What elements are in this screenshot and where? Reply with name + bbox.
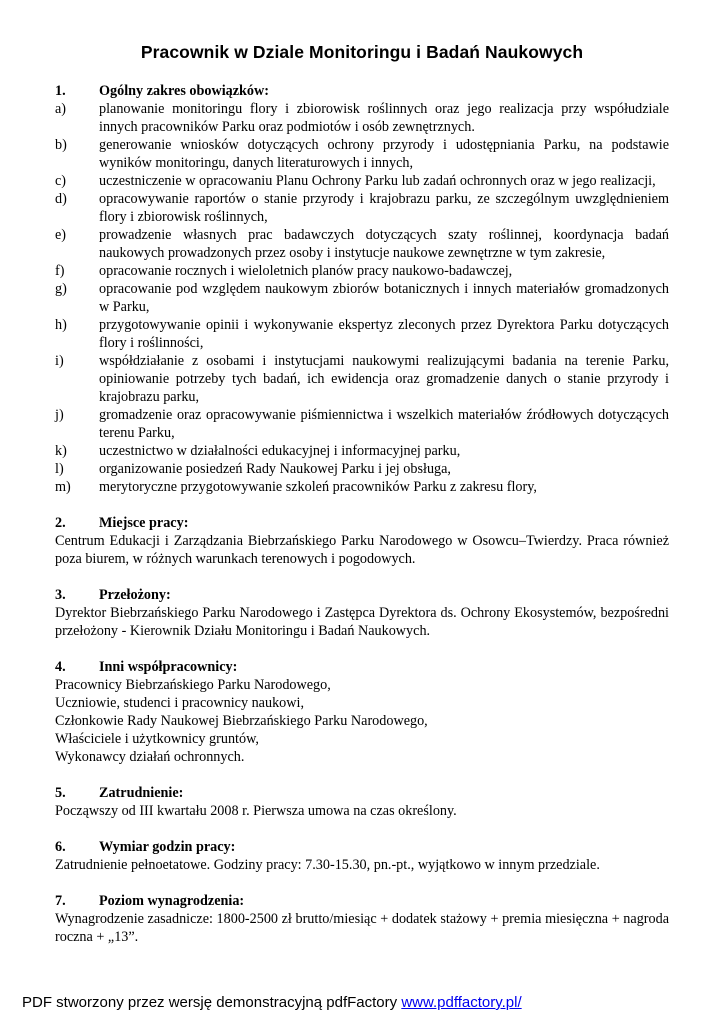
- section-title: Zatrudnienie:: [99, 785, 184, 801]
- list-item: [55, 100, 669, 136]
- list-item: [55, 190, 669, 226]
- list-item-text: generowanie wniosków dotyczących ochrony przyrody i udostępniania Parku, na podstawie wyników monitoringu, danych literaturowych i innych,: [99, 137, 669, 171]
- list-item-label: m): [55, 479, 71, 495]
- list-item: [55, 226, 669, 262]
- duties-list: [55, 100, 669, 496]
- list-item-text: uczestnictwo w działalności edukacyjnej i informacyjnej parku,: [99, 443, 461, 459]
- list-item-label: j): [55, 407, 64, 423]
- list-item: Pracownicy Biebrzańskiego Parku Narodowego,: [55, 677, 331, 693]
- list-item: Członkowie Rady Naukowej Biebrzańskiego Parku Narodowego,: [55, 713, 428, 729]
- list-item: [55, 406, 669, 442]
- list-item: [55, 460, 669, 478]
- list-item: [55, 280, 669, 316]
- footer-link[interactable]: www.pdffactory.pl/: [401, 994, 522, 1011]
- coworkers-list: [55, 676, 669, 766]
- list-item: [55, 136, 669, 172]
- section-5-heading: [55, 784, 669, 802]
- list-item-label: i): [55, 353, 64, 369]
- list-item-label: e): [55, 227, 67, 243]
- section-number: 3.: [55, 587, 66, 603]
- list-item-label: g): [55, 281, 67, 297]
- list-item-text: organizowanie posiedzeń Rady Naukowej Parku i jej obsługa,: [99, 461, 451, 477]
- section-title: Wymiar godzin pracy:: [99, 839, 236, 855]
- section-number: 1.: [55, 83, 66, 99]
- list-item: Właściciele i użytkownicy gruntów,: [55, 731, 259, 747]
- section-title: Poziom wynagrodzenia:: [99, 893, 245, 909]
- footer-text: PDF stworzony przez wersję demonstracyjną pdfFactory: [22, 994, 398, 1011]
- list-item: [55, 316, 669, 352]
- section-1-heading: [55, 82, 669, 100]
- list-item: Wykonawcy działań ochronnych.: [55, 749, 245, 765]
- list-item-text: współdziałanie z osobami i instytucjami naukowymi realizującymi badania na terenie Parku, opiniowanie potrzeby tych badań, ich ewidencja oraz gromadzenie danych o stanie przyrody i krajobrazu parku,: [99, 353, 669, 405]
- pdf-footer: [22, 994, 522, 1011]
- section-number: 2.: [55, 515, 66, 531]
- section-4-heading: [55, 658, 669, 676]
- list-item-text: gromadzenie oraz opracowywanie piśmiennictwa i wszelkich materiałów źródłowych dotyczących terenu Parku,: [99, 407, 669, 441]
- document-body: [55, 82, 669, 946]
- list-item-label: f): [55, 263, 65, 279]
- section-number: 7.: [55, 893, 66, 909]
- list-item-label: d): [55, 191, 67, 207]
- section-title: Ogólny zakres obowiązków:: [99, 83, 269, 99]
- list-item-text: uczestniczenie w opracowaniu Planu Ochrony Parku lub zadań ochronnych oraz w jego realizacji,: [99, 173, 656, 189]
- section-2-heading: [55, 514, 669, 532]
- section-title: Miejsce pracy:: [99, 515, 189, 531]
- section-number: 5.: [55, 785, 66, 801]
- list-item: Uczniowie, studenci i pracownicy naukowi,: [55, 695, 304, 711]
- section-number: 4.: [55, 659, 66, 675]
- section-number: 6.: [55, 839, 66, 855]
- section-3-text: Dyrektor Biebrzańskiego Parku Narodowego i Zastępca Dyrektora ds. Ochrony Ekosystemów, bezpośredni przełożony - Kierownik Działu Monitoringu i Badań Naukowych.: [55, 605, 669, 639]
- list-item-text: opracowywanie raportów o stanie przyrody i krajobrazu parku, ze szczególnym uwzględnieniem flory i zbiorowisk roślinnych,: [99, 191, 669, 225]
- list-item: [55, 442, 669, 460]
- list-item-label: a): [55, 101, 67, 117]
- list-item-text: prowadzenie własnych prac badawczych dotyczących szaty roślinnej, koordynacja badań naukowych prowadzonych przez osoby i instytucje naukowe zewnętrzne w tym zakresie,: [99, 227, 669, 261]
- section-6-heading: [55, 838, 669, 856]
- list-item: [55, 352, 669, 406]
- list-item-text: merytoryczne przygotowywanie szkoleń pracowników Parku z zakresu flory,: [99, 479, 537, 495]
- section-5-text: Począwszy od III kwartału 2008 r. Pierwsza umowa na czas określony.: [55, 803, 457, 819]
- list-item-text: przygotowywanie opinii i wykonywanie ekspertyz zleconych przez Dyrektora Parku dotyczących flory i roślinności,: [99, 317, 669, 351]
- section-title: Inni współpracownicy:: [99, 659, 238, 675]
- section-3-heading: [55, 586, 669, 604]
- list-item: [55, 172, 669, 190]
- list-item-label: h): [55, 317, 67, 333]
- list-item-label: k): [55, 443, 67, 459]
- list-item-text: opracowanie pod względem naukowym zbiorów botanicznych i innych materiałów gromadzonych w Parku,: [99, 281, 669, 315]
- list-item-text: opracowanie rocznych i wieloletnich planów pracy naukowo-badawczej,: [99, 263, 513, 279]
- list-item-label: c): [55, 173, 67, 189]
- list-item: [55, 262, 669, 280]
- section-2-text: Centrum Edukacji i Zarządzania Biebrzańskiego Parku Narodowego w Osowcu–Twierdzy. Praca również poza biurem, w różnych warunkach terenowych i pogodowych.: [55, 533, 669, 567]
- section-6-text: Zatrudnienie pełnoetatowe. Godziny pracy: 7.30-15.30, pn.-pt., wyjątkowo w innym przedziale.: [55, 857, 600, 873]
- section-title: Przełożony:: [99, 587, 171, 603]
- section-7-heading: [55, 892, 669, 910]
- document-title: Pracownik w Dziale Monitoringu i Badań Naukowych: [140, 42, 584, 62]
- list-item-label: b): [55, 137, 67, 153]
- section-7-text: Wynagrodzenie zasadnicze: 1800-2500 zł brutto/miesiąc + dodatek stażowy + premia miesięczna + nagroda roczna + „13”.: [55, 911, 669, 945]
- list-item-label: l): [55, 461, 64, 477]
- list-item-text: planowanie monitoringu flory i zbiorowisk roślinnych oraz jego realizacja przy współudziale innych pracowników Parku oraz podmiotów i osób zewnętrznych.: [99, 101, 669, 135]
- list-item: [55, 478, 669, 496]
